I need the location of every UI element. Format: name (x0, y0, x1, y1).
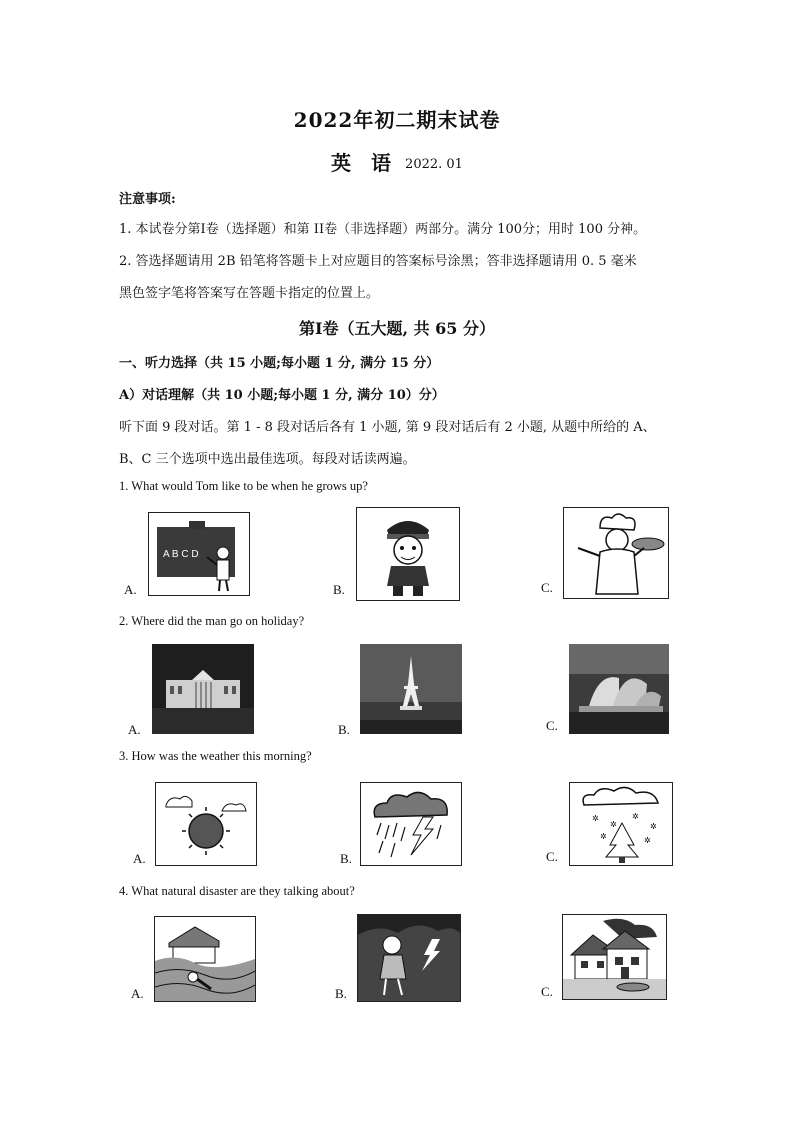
q2-option-a-picture (152, 644, 254, 734)
snow-icon (570, 783, 672, 865)
svg-text:✲: ✲ (632, 812, 639, 821)
question-4: 4. What natural disaster are they talking about? (119, 884, 355, 898)
q2-option-a-label: A. (128, 722, 141, 737)
q4-option-b-picture (357, 914, 461, 1002)
q3-option-a-label: A. (133, 851, 146, 866)
q4-option-a-label: A. (131, 986, 144, 1001)
svg-text:✲: ✲ (644, 836, 651, 845)
q3-option-b-label: B. (340, 851, 352, 866)
q3-option-b-picture (360, 782, 462, 866)
question-1: 1. What would Tom like to be when he grows up? (119, 479, 368, 493)
section-title: 第Ⅰ卷（五大题, 共 65 分） (298, 319, 496, 338)
storm-icon (358, 915, 460, 1001)
question-3: 3. How was the weather this morning? (119, 749, 312, 763)
exam-title: 2022年初二期末试卷 (293, 108, 501, 132)
svg-text:✲: ✲ (610, 820, 617, 829)
q2-option-c-picture (569, 644, 669, 734)
q4-option-a-picture (154, 916, 256, 1002)
q1-option-c-picture (563, 507, 669, 599)
instructions-line-2: B、C 三个选项中选出最佳选项。每段对话读两遍。 (119, 452, 416, 467)
notes-item-2-line-1: 2. 答选择题请用 2B 铅笔将答题卡上对应题目的答案标号涂黑；答非选择题请用 0. 5 毫米 (119, 254, 637, 269)
subject-line (0, 147, 794, 176)
part-a-heading: A）对话理解（共 10 小题;每小题 1 分, 满分 10）分） (119, 388, 445, 403)
notes-item-1: 1. 本试卷分第Ⅰ卷（选择题）和第 II卷（非选择题）两部分。满分 100分；用时 100 分神。 (119, 222, 647, 237)
blackboard-text: A B C D (163, 549, 199, 560)
thunderstorm-icon (361, 783, 461, 865)
exam-date: 2022. 01 (405, 157, 463, 172)
q3-option-c-label: C. (546, 849, 558, 864)
svg-text:✲: ✲ (600, 832, 607, 841)
opera-house-icon (569, 644, 669, 734)
subject-name: 英 语 (331, 151, 392, 175)
eiffel-tower-icon (360, 644, 462, 734)
svg-text:✲: ✲ (592, 814, 599, 823)
white-house-icon (152, 644, 254, 734)
q4-option-c-picture (562, 914, 667, 1000)
q1-option-b-label: B. (333, 582, 345, 597)
q3-option-c-picture (569, 782, 673, 866)
q1-option-c-label: C. (541, 580, 553, 595)
q3-option-a-picture (155, 782, 257, 866)
question-2: 2. Where did the man go on holiday? (119, 614, 305, 628)
teacher-icon (149, 513, 249, 595)
q2-option-b-label: B. (338, 722, 350, 737)
sun-icon (156, 783, 256, 865)
q2-option-b-picture (360, 644, 462, 734)
svg-text:✲: ✲ (650, 822, 657, 831)
flood-icon (155, 917, 255, 1001)
q4-option-c-label: C. (541, 984, 553, 999)
notes-item-2-line-2: 黑色签字笔将答案写在答题卡指定的位置上。 (119, 286, 380, 301)
q1-option-a-label: A. (124, 582, 137, 597)
q1-option-a-picture (148, 512, 250, 596)
q2-option-c-label: C. (546, 718, 558, 733)
part-1-heading: 一、听力选择（共 15 小题;每小题 1 分, 满分 15 分） (119, 356, 440, 371)
chef-icon (564, 508, 668, 598)
fire-icon (563, 915, 666, 999)
instructions-line-1: 听下面 9 段对话。第 1 - 8 段对话后各有 1 小题, 第 9 段对话后有 2 小题, 从题中所给的 A、 (119, 420, 656, 435)
q1-option-b-picture (356, 507, 460, 601)
notes-heading: 注意事项: (119, 192, 176, 207)
q4-option-b-label: B. (335, 986, 347, 1001)
police-officer-icon (357, 508, 459, 600)
